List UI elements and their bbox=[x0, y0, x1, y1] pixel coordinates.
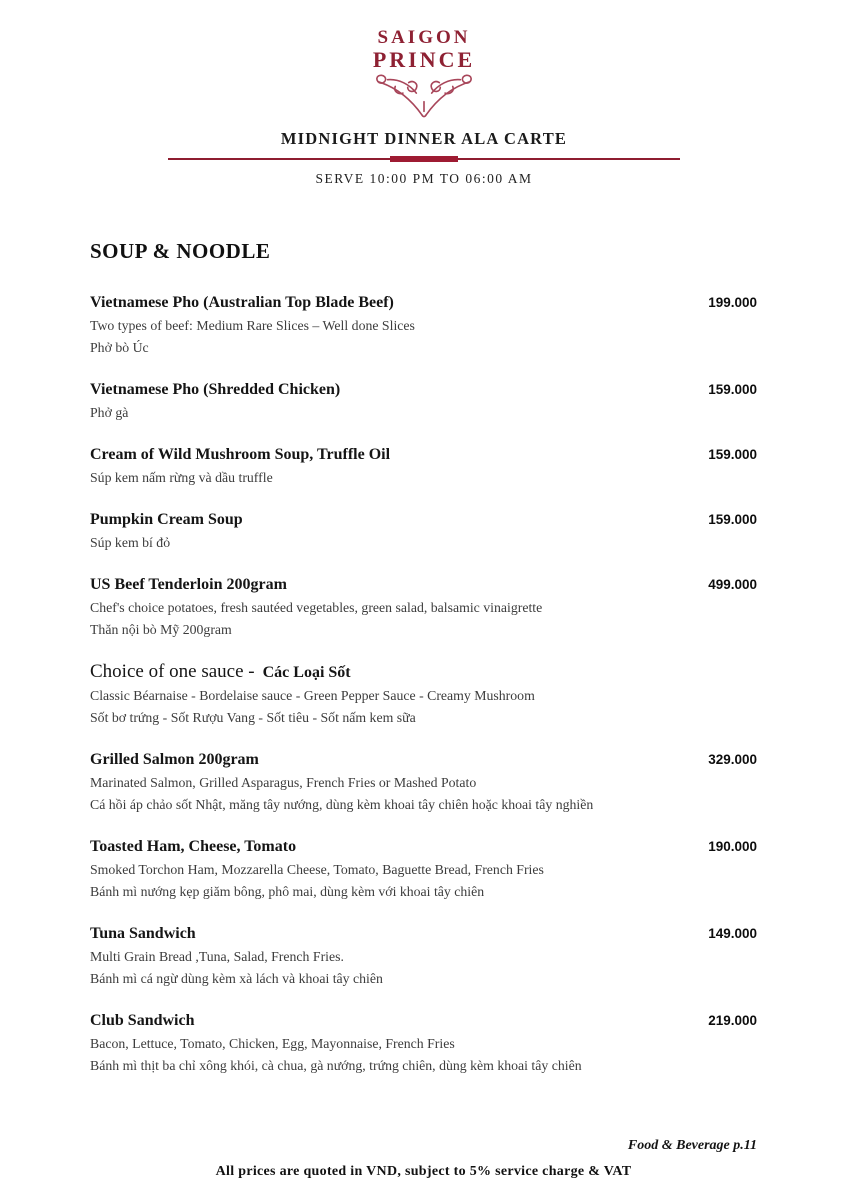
item-name: Grilled Salmon 200gram bbox=[90, 751, 259, 768]
menu-item bbox=[90, 445, 757, 489]
logo-text-prince: PRINCE bbox=[372, 47, 476, 72]
item-price: 159.000 bbox=[708, 382, 757, 397]
item-price: 499.000 bbox=[708, 577, 757, 592]
item-price: 199.000 bbox=[708, 295, 757, 310]
item-desc-vn: Sốt bơ trứng - Sốt Rượu Vang - Sốt tiêu - Sốt nấm kem sữa bbox=[90, 710, 416, 725]
item-price: 159.000 bbox=[708, 447, 757, 462]
header-divider bbox=[168, 156, 680, 162]
item-name: US Beef Tenderloin 200gram bbox=[90, 576, 287, 593]
item-name: Choice of one sauce - bbox=[90, 661, 255, 682]
item-desc-vn: Cá hồi áp chảo sốt Nhật, măng tây nướng, dùng kèm khoai tây chiên hoặc khoai tây nghiền bbox=[90, 797, 594, 812]
item-desc-en: Classic Béarnaise - Bordelaise sauce - Green Pepper Sauce - Creamy Mushroom bbox=[90, 688, 535, 703]
item-price: 149.000 bbox=[708, 926, 757, 941]
item-price: 190.000 bbox=[708, 839, 757, 854]
logo-flourish-icon bbox=[365, 73, 483, 119]
item-name: Pumpkin Cream Soup bbox=[90, 511, 243, 528]
pricing-note: All prices are quoted in VND, subject to 5% service charge & VAT bbox=[215, 1164, 632, 1179]
menu-item-sauce-choice bbox=[90, 662, 757, 729]
logo-text-saigon: SAIGON bbox=[377, 27, 471, 48]
item-desc-en: Bacon, Lettuce, Tomato, Chicken, Egg, Mayonnaise, French Fries bbox=[90, 1036, 455, 1051]
menu-title: MIDNIGHT DINNER ALA CARTE bbox=[280, 129, 568, 148]
menu-item bbox=[90, 575, 757, 641]
item-desc-en: Smoked Torchon Ham, Mozzarella Cheese, Tomato, Baguette Bread, French Fries bbox=[90, 862, 544, 877]
item-desc-vn: Súp kem bí đỏ bbox=[90, 535, 171, 550]
menu-item bbox=[90, 750, 757, 816]
section-title: SOUP & NOODLE bbox=[90, 239, 271, 263]
menu-footer bbox=[0, 1136, 848, 1200]
menu-header bbox=[0, 0, 848, 187]
item-name-vn: Các Loại Sốt bbox=[262, 664, 351, 681]
item-name: Club Sandwich bbox=[90, 1012, 195, 1029]
item-price: 219.000 bbox=[708, 1013, 757, 1028]
item-desc-en: Chef's choice potatoes, fresh sautéed vegetables, green salad, balsamic vinaigrette bbox=[90, 600, 543, 615]
menu-body bbox=[0, 239, 848, 1098]
item-desc-en: Marinated Salmon, Grilled Asparagus, French Fries or Mashed Potato bbox=[90, 775, 477, 790]
menu-item bbox=[90, 1011, 757, 1077]
item-desc-vn: Phở gà bbox=[90, 405, 129, 420]
item-desc-vn: Bánh mì thịt ba chỉ xông khói, cà chua, gà nướng, trứng chiên, dùng kèm khoai tây chiên bbox=[90, 1058, 582, 1073]
menu-item bbox=[90, 510, 757, 554]
item-name: Toasted Ham, Cheese, Tomato bbox=[90, 838, 297, 855]
menu-item bbox=[90, 380, 757, 424]
logo bbox=[0, 28, 848, 119]
item-name: Vietnamese Pho (Australian Top Blade Beef) bbox=[90, 294, 394, 311]
item-name: Tuna Sandwich bbox=[90, 925, 196, 942]
item-name: Cream of Wild Mushroom Soup, Truffle Oil bbox=[90, 446, 391, 463]
item-desc-vn: Thăn nội bò Mỹ 200gram bbox=[90, 622, 232, 637]
item-name: Vietnamese Pho (Shredded Chicken) bbox=[90, 381, 341, 398]
item-desc-vn: Phở bò Úc bbox=[90, 340, 149, 355]
menu-item bbox=[90, 293, 757, 359]
menu-item bbox=[90, 837, 757, 903]
item-desc-vn: Bánh mì nướng kẹp giăm bông, phô mai, dùng kèm với khoai tây chiên bbox=[90, 884, 485, 899]
divider-accent bbox=[390, 156, 458, 162]
item-desc-en: Two types of beef: Medium Rare Slices – Well done Slices bbox=[90, 318, 415, 333]
item-desc-vn: Bánh mì cá ngừ dùng kèm xà lách và khoai tây chiên bbox=[90, 971, 383, 986]
menu-item bbox=[90, 924, 757, 990]
item-desc-vn: Súp kem nấm rừng và dầu truffle bbox=[90, 470, 273, 485]
item-desc-en: Multi Grain Bread ,Tuna, Salad, French Fries. bbox=[90, 949, 344, 964]
page-number: Food & Beverage p.11 bbox=[627, 1138, 757, 1153]
item-price: 159.000 bbox=[708, 512, 757, 527]
item-price: 329.000 bbox=[708, 752, 757, 767]
serve-time: SERVE 10:00 PM TO 06:00 AM bbox=[315, 171, 533, 186]
